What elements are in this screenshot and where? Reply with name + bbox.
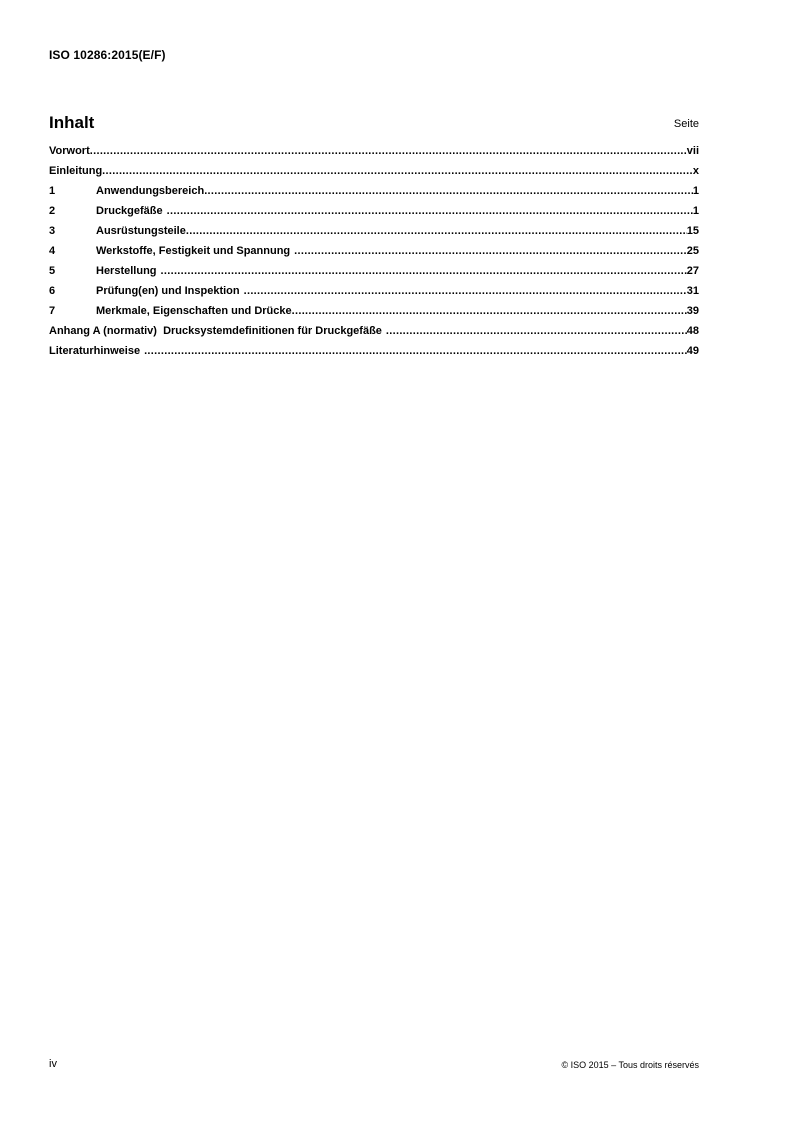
toc-entry-page: 49 bbox=[686, 345, 699, 357]
toc-page-label: Seite bbox=[673, 118, 699, 130]
toc-leader-dots bbox=[90, 145, 687, 157]
toc-entry-literaturhinweise[interactable] bbox=[49, 345, 699, 365]
toc-leader-dots bbox=[294, 245, 687, 257]
toc-entry-title: Werkstoffe, Festigkeit und Spannung bbox=[96, 245, 291, 257]
table-of-contents bbox=[49, 145, 699, 365]
toc-entry-title: Merkmale, Eigenschaften und Drücke bbox=[96, 305, 292, 317]
toc-entry-page: 39 bbox=[686, 305, 699, 317]
toc-title: Inhalt bbox=[49, 113, 95, 132]
toc-entry-section-6[interactable] bbox=[49, 285, 699, 305]
toc-heading bbox=[49, 113, 699, 135]
toc-leader-dots bbox=[102, 165, 693, 177]
toc-leader-dots bbox=[292, 305, 687, 317]
toc-leader-dots bbox=[167, 205, 693, 217]
toc-entry-title: Prüfung(en) und Inspektion bbox=[96, 285, 240, 297]
toc-entry-annex-a[interactable] bbox=[49, 325, 699, 345]
toc-entry-section-4[interactable] bbox=[49, 245, 699, 265]
toc-entry-title: Herstellung bbox=[96, 265, 157, 277]
toc-entry-page: 31 bbox=[686, 285, 699, 297]
toc-entry-page: 15 bbox=[686, 225, 699, 237]
toc-entry-vorwort[interactable] bbox=[49, 145, 699, 165]
toc-entry-title: Druckgefäße bbox=[96, 205, 163, 217]
toc-entry-title: Ausrüstungsteile bbox=[96, 225, 186, 237]
toc-entry-section-3[interactable] bbox=[49, 225, 699, 245]
toc-leader-dots bbox=[144, 345, 687, 357]
toc-entry-page: 1 bbox=[692, 205, 699, 217]
toc-entry-title: Literaturhinweise bbox=[49, 345, 141, 357]
toc-leader-dots bbox=[186, 225, 687, 237]
toc-leader-dots bbox=[244, 285, 687, 297]
toc-entry-page: 27 bbox=[686, 265, 699, 277]
toc-entry-page: 1 bbox=[692, 185, 699, 197]
toc-entry-page: 25 bbox=[686, 245, 699, 257]
toc-entry-einleitung[interactable] bbox=[49, 165, 699, 185]
toc-entry-title: Einleitung bbox=[49, 165, 103, 177]
toc-entry-number: 2 bbox=[49, 205, 56, 217]
toc-entry-number: 7 bbox=[49, 305, 56, 317]
toc-entry-number: 5 bbox=[49, 265, 56, 277]
toc-entry-title: Anwendungsbereich bbox=[96, 185, 205, 197]
toc-entry-section-2[interactable] bbox=[49, 205, 699, 225]
toc-entry-section-5[interactable] bbox=[49, 265, 699, 285]
toc-entry-number: 3 bbox=[49, 225, 56, 237]
toc-entry-page: vii bbox=[686, 145, 699, 157]
toc-entry-number: 6 bbox=[49, 285, 56, 297]
toc-entry-page: x bbox=[692, 165, 699, 177]
document-id: ISO 10286:2015(E/F) bbox=[49, 48, 166, 62]
toc-leader-dots bbox=[386, 325, 687, 337]
footer-page-number: iv bbox=[49, 1058, 57, 1070]
toc-entry-section-1[interactable] bbox=[49, 185, 699, 205]
toc-leader-dots bbox=[161, 265, 687, 277]
toc-entry-title: Vorwort bbox=[49, 145, 90, 157]
toc-entry-section-7[interactable] bbox=[49, 305, 699, 325]
toc-entry-title: Anhang A (normativ) Drucksystemdefinitionen für Druckgefäße bbox=[49, 325, 382, 337]
footer-copyright: © ISO 2015 – Tous droits réservés bbox=[561, 1060, 699, 1070]
toc-entry-page: 48 bbox=[686, 325, 699, 337]
toc-entry-number: 1 bbox=[49, 185, 56, 197]
toc-leader-dots bbox=[204, 185, 693, 197]
toc-entry-number: 4 bbox=[49, 245, 56, 257]
